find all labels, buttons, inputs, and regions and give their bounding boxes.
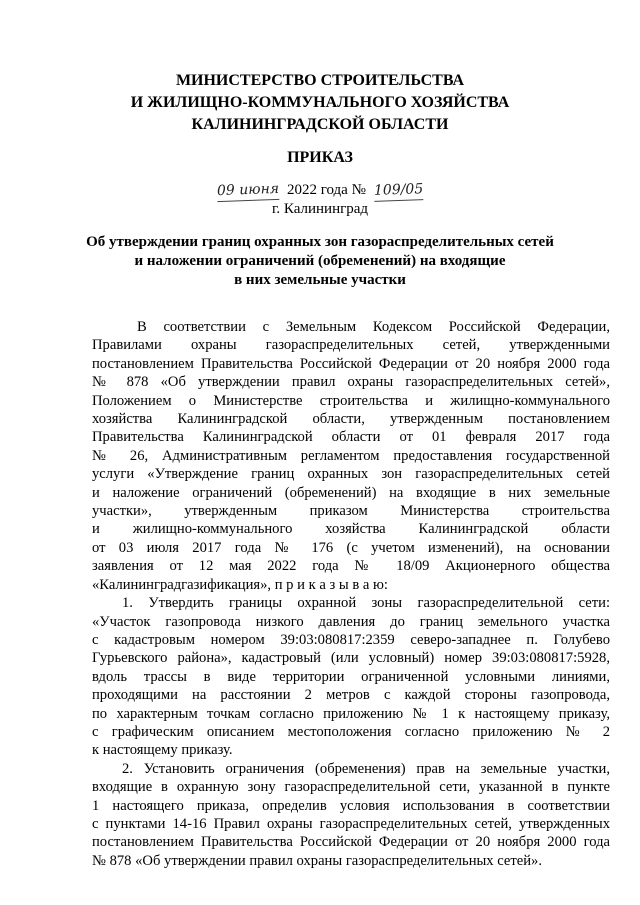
body-line: с пунктами 14-16 Правил охраны газораспределительных сетей, утвержденных <box>92 815 610 832</box>
header-line: И ЖИЛИЩНО-КОММУНАЛЬНОГО ХОЗЯЙСТВА <box>130 94 510 111</box>
document-body <box>92 318 610 870</box>
handwritten-number: 109/05 <box>373 179 423 202</box>
body-line: «Участок газопровода низкого давления до границ земельного участка <box>92 613 610 630</box>
body-line: от 03 июля 2017 года № 176 (с учетом изменений), на основании <box>92 539 610 556</box>
body-line: входящие в охранную зону газораспределительной сети, указанной в пункте <box>92 779 610 796</box>
body-line: услуги «Утверждение границ охранных зон газораспределительных сетей <box>92 466 610 483</box>
body-line: заявления от 12 мая 2022 года № 18/09 Акционерного общества <box>92 558 610 575</box>
body-line: № 878 «Об утверждении правил охраны газораспределительных сетей», <box>92 374 610 391</box>
handwritten-date: 09 июня <box>217 179 280 202</box>
body-line: проходящими на расстоянии 2 метров с каждой стороны газопровода, <box>92 687 610 704</box>
subject-line: в них земельные участки <box>234 272 406 288</box>
body-line: по характерным точкам согласно приложению № 1 к настоящему приказу, <box>92 705 610 722</box>
city-line: г. Калининград <box>271 201 369 217</box>
body-line: постановлением Правительства Российской Федерации от 20 ноября 2000 года <box>92 834 610 851</box>
printed-date-text: 2022 года № <box>286 182 366 198</box>
body-line: 2. Установить ограничения (обременения) прав на земельные участки, <box>122 760 610 777</box>
document-title: ПРИКАЗ <box>287 149 353 166</box>
body-line: 1. Утвердить границы охранной зоны газораспределительной сети: <box>122 595 610 612</box>
body-line: хозяйства Калининградской области, утвержденным постановлением <box>92 411 610 428</box>
body-line: и жилищно-коммунального хозяйства Калининградской области <box>92 521 610 538</box>
body-line: и наложение ограничений (обременений) на входящие в них земельные <box>92 484 610 501</box>
body-line: «Калининградгазификация», п р и к а з ы в а ю: <box>92 576 388 593</box>
paragraph-preamble <box>92 318 610 594</box>
body-line: Правилами охраны газораспределительных сетей, утвержденными <box>92 337 610 354</box>
body-line: к настоящему приказу. <box>92 742 233 759</box>
ministry-header <box>0 70 640 136</box>
subject-line: и наложении ограничений (обременений) на входящие <box>134 253 506 269</box>
body-line: Правительства Калининградской области от 01 февраля 2017 года <box>92 429 610 446</box>
body-line: участки», утвержденным приказом Министерства строительства <box>92 503 610 520</box>
header-line: МИНИСТЕРСТВО СТРОИТЕЛЬСТВА <box>175 72 465 89</box>
body-line: Гурьевского района», кадастровый (или условный) номер 39:03:080817:5928, <box>92 650 610 667</box>
paragraph-item-2 <box>92 760 610 870</box>
subject-line: Об утверждении границ охранных зон газораспределительных сетей <box>86 234 554 250</box>
body-line: постановлением Правительства Российской Федерации от 20 ноября 2000 года <box>92 355 610 372</box>
body-line: № 26, Административным регламентом предоставления государственной <box>92 447 610 464</box>
body-line: с кадастровым номером 39:03:080817:2359 северо-западнее п. Голубево <box>92 631 610 648</box>
document-subject <box>0 233 640 290</box>
body-line: 1 настоящего приказа, определив условия использования в соответствии <box>92 797 610 814</box>
body-line: с графическим описанием местоположения согласно приложению № 2 <box>92 723 610 740</box>
body-line: В соответствии с Земельным Кодексом Российской Федерации, <box>137 319 610 335</box>
body-line: Положением о Министерстве строительства и жилищно-коммунального <box>92 392 610 409</box>
paragraph-item-1 <box>92 594 610 760</box>
body-line: № 878 «Об утверждении правил охраны газораспределительных сетей». <box>92 852 542 869</box>
date-line <box>0 180 640 201</box>
header-line: КАЛИНИНГРАДСКОЙ ОБЛАСТИ <box>191 116 449 133</box>
body-line: вдоль трассы в виде территории ограниченной условными линиями, <box>92 668 610 685</box>
